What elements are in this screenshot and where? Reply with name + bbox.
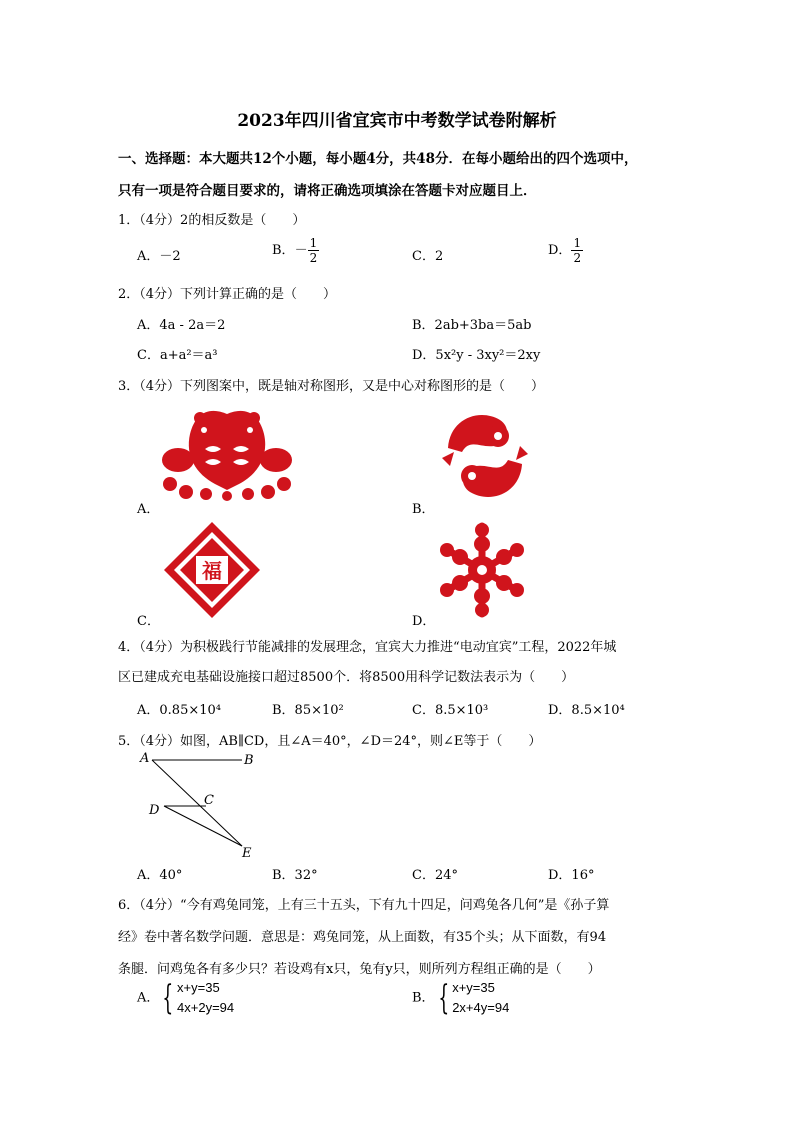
- question-1-stem: 1．（4分）2的相反数是（ ）: [118, 213, 306, 228]
- question-6-stem-line1: 6．（4分）“今有鸡兔同笼，上有三十五头，下有九十四足，问鸡兔各几何”是《孙子算: [118, 898, 610, 913]
- q4-option-b: B．85×10²: [272, 703, 344, 718]
- q1-d-fraction: $\frac{1}{2}$: [573, 236, 582, 265]
- question-2-stem: 2．（4分）下列计算正确的是（ ）: [118, 287, 337, 302]
- q3-option-b: B．: [412, 502, 435, 517]
- section-header-line1: 一、选择题：本大题共12个小题，每小题4分，共48分．在每小题给出的四个选项中，: [118, 151, 638, 167]
- point-label-b: B: [244, 753, 254, 768]
- q1-option-d: D． $\frac{1}{2}$: [548, 236, 582, 265]
- question-4-stem-line1: 4．（4分）为积极践行节能减排的发展理念，宜宾大力推进“电动宜宾”工程，2022年城: [118, 640, 617, 655]
- point-label-c: C: [204, 793, 214, 808]
- q1-option-b: B．－ $\frac{1}{2}$: [272, 236, 318, 265]
- q2-option-b: B．2ab+3ba＝5ab: [412, 318, 532, 333]
- q5-option-a: A．40°: [137, 868, 183, 883]
- q6-a-system: x+y=35 4x+2y=94: [177, 980, 235, 1015]
- q3-option-a: A．: [137, 502, 160, 517]
- q1-option-a: A．－2: [137, 249, 181, 264]
- q4-option-d: D．8.5×10⁴: [548, 703, 625, 718]
- line-ae: [152, 760, 242, 846]
- point-label-d: D: [149, 803, 160, 818]
- paper-cut-fish-figure: [160, 404, 294, 502]
- question-6-stem-line3: 条腿．问鸡兔各有多少只？若设鸡有x只，兔有y只，则所列方程组正确的是（ ）: [118, 962, 601, 977]
- fu-character: 福: [202, 559, 222, 583]
- q2-option-d: D．5x²y - 3xy²＝2xy: [412, 348, 541, 363]
- q5-option-b: B．32°: [272, 868, 318, 883]
- q4-option-a: A．0.85×10⁴: [137, 703, 221, 718]
- q6-b-system: x+y=35 2x+4y=94: [452, 980, 510, 1015]
- brace-icon: {: [162, 978, 174, 1018]
- q2-option-c: C．a+a²＝a³: [137, 348, 218, 363]
- point-label-e: E: [242, 846, 252, 860]
- brace-icon: {: [437, 978, 449, 1018]
- point-label-a: A: [140, 751, 150, 766]
- q5-option-d: D．16°: [548, 868, 595, 883]
- q1-b-fraction: $\frac{1}{2}$: [309, 236, 318, 265]
- paper-cut-snowflake-figure: [432, 520, 532, 620]
- question-5-stem: 5．（4分）如图，AB∥CD，且∠A＝40°，∠D＝24°，则∠E等于（ ）: [118, 734, 542, 749]
- q6-option-b: B． { x+y=35 2x+4y=94: [412, 978, 510, 1018]
- q3-option-c: C．: [137, 614, 160, 629]
- question-6-stem-line2: 经》卷中著名数学问题．意思是：鸡兔同笼，从上面数，有35个头；从下面数，有94: [118, 930, 607, 945]
- q5-option-c: C．24°: [412, 868, 458, 883]
- q3-option-d: D．: [412, 614, 436, 629]
- q1-option-c: C．2: [412, 249, 444, 264]
- line-de: [164, 806, 242, 846]
- section-header-line2: 只有一项是符合题目要求的，请将正确选项填涂在答题卡对应题目上．: [118, 183, 537, 199]
- geometry-figure-parallel-lines: [138, 748, 268, 860]
- paper-cut-goldfish-figure: [440, 408, 530, 504]
- question-3-stem: 3．（4分）下列图案中，既是轴对称图形，又是中心对称图形的是（ ）: [118, 379, 545, 394]
- page-title: 2023年四川省宜宾市中考数学试卷附解析: [237, 111, 557, 131]
- q4-option-c: C．8.5×10³: [412, 703, 489, 718]
- q6-option-a: A． { x+y=35 4x+2y=94: [137, 978, 235, 1018]
- question-4-stem-line2: 区已建成充电基础设施接口超过8500个．将8500用科学记数法表示为（ ）: [118, 670, 575, 685]
- paper-cut-fu-diamond-figure: [162, 520, 262, 620]
- q2-option-a: A．4a - 2a＝2: [137, 318, 226, 333]
